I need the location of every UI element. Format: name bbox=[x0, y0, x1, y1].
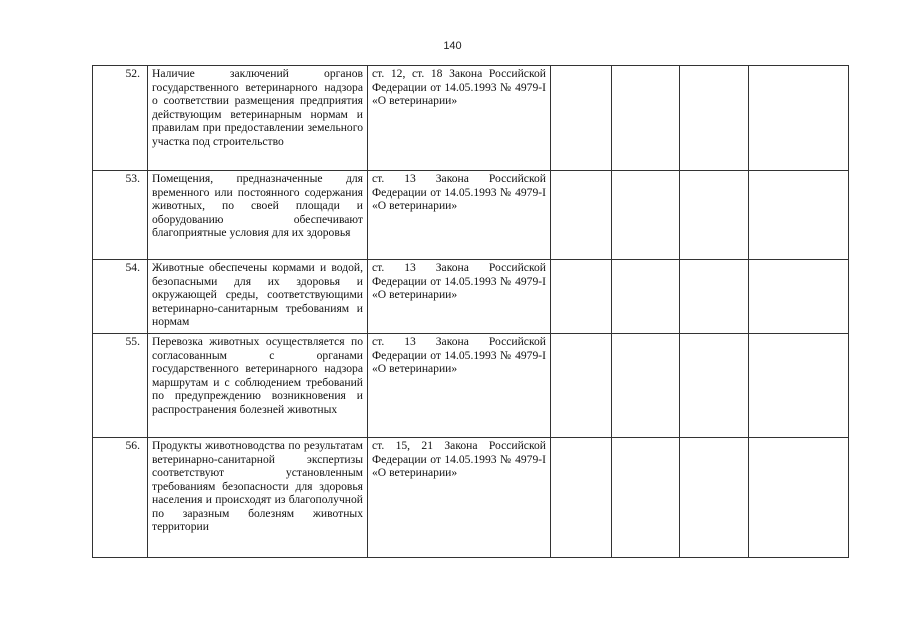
row-number: 52. bbox=[93, 66, 148, 171]
empty-cell bbox=[551, 334, 612, 438]
requirement-text: Помещения, предназначенные для временного или постоянного содержания животных, по своей площади и оборудованию обеспечивают благоприятные условия для их здоровья bbox=[148, 171, 368, 260]
empty-cell bbox=[551, 66, 612, 171]
table-row bbox=[93, 66, 849, 171]
empty-cell bbox=[551, 260, 612, 334]
row-number: 55. bbox=[93, 334, 148, 438]
empty-cell bbox=[680, 171, 749, 260]
requirements-table bbox=[92, 65, 849, 558]
empty-cell bbox=[680, 260, 749, 334]
empty-cell bbox=[612, 171, 680, 260]
empty-cell bbox=[680, 66, 749, 171]
empty-cell bbox=[551, 171, 612, 260]
empty-cell bbox=[551, 438, 612, 558]
empty-cell bbox=[749, 438, 849, 558]
page-number: 140 bbox=[443, 40, 462, 52]
table-row bbox=[93, 334, 849, 438]
empty-cell bbox=[612, 260, 680, 334]
table-row bbox=[93, 171, 849, 260]
row-number: 56. bbox=[93, 438, 148, 558]
legal-reference: ст. 13 Закона Российской Федерации от 14.05.1993 № 4979-I «О ветеринарии» bbox=[368, 334, 551, 438]
row-number: 54. bbox=[93, 260, 148, 334]
requirement-text: Животные обеспечены кормами и водой, безопасными для их здоровья и окружающей среды, соответствующими ветеринарно-санитарным требованиям и нормам bbox=[148, 260, 368, 334]
table-row bbox=[93, 260, 849, 334]
legal-reference: ст. 12, ст. 18 Закона Российской Федерации от 14.05.1993 № 4979-I «О ветеринарии» bbox=[368, 66, 551, 171]
row-number: 53. bbox=[93, 171, 148, 260]
legal-reference: ст. 13 Закона Российской Федерации от 14.05.1993 № 4979-I «О ветеринарии» bbox=[368, 171, 551, 260]
legal-reference: ст. 15, 21 Закона Российской Федерации от 14.05.1993 № 4979-I «О ветеринарии» bbox=[368, 438, 551, 558]
requirement-text: Наличие заключений органов государственного ветеринарного надзора о соответствии размещения предприятия действующим ветеринарным нормам и правилам при предоставлении земельного участка под строительство bbox=[148, 66, 368, 171]
requirement-text: Продукты животноводства по результатам ветеринарно-санитарной экспертизы соответствуют установленным требованиям безопасности для здоровья населения и происходят из благополучной по заразным болезням животных территории bbox=[148, 438, 368, 558]
requirement-text: Перевозка животных осуществляется по согласованным с органами государственного ветеринарного надзора маршрутам и с соблюдением требований по предупреждению возникновения и распространения болезней животных bbox=[148, 334, 368, 438]
empty-cell bbox=[612, 66, 680, 171]
empty-cell bbox=[680, 438, 749, 558]
empty-cell bbox=[612, 438, 680, 558]
table-row bbox=[93, 438, 849, 558]
empty-cell bbox=[612, 334, 680, 438]
empty-cell bbox=[749, 334, 849, 438]
empty-cell bbox=[749, 260, 849, 334]
legal-reference: ст. 13 Закона Российской Федерации от 14.05.1993 № 4979-I «О ветеринарии» bbox=[368, 260, 551, 334]
empty-cell bbox=[749, 66, 849, 171]
empty-cell bbox=[680, 334, 749, 438]
empty-cell bbox=[749, 171, 849, 260]
